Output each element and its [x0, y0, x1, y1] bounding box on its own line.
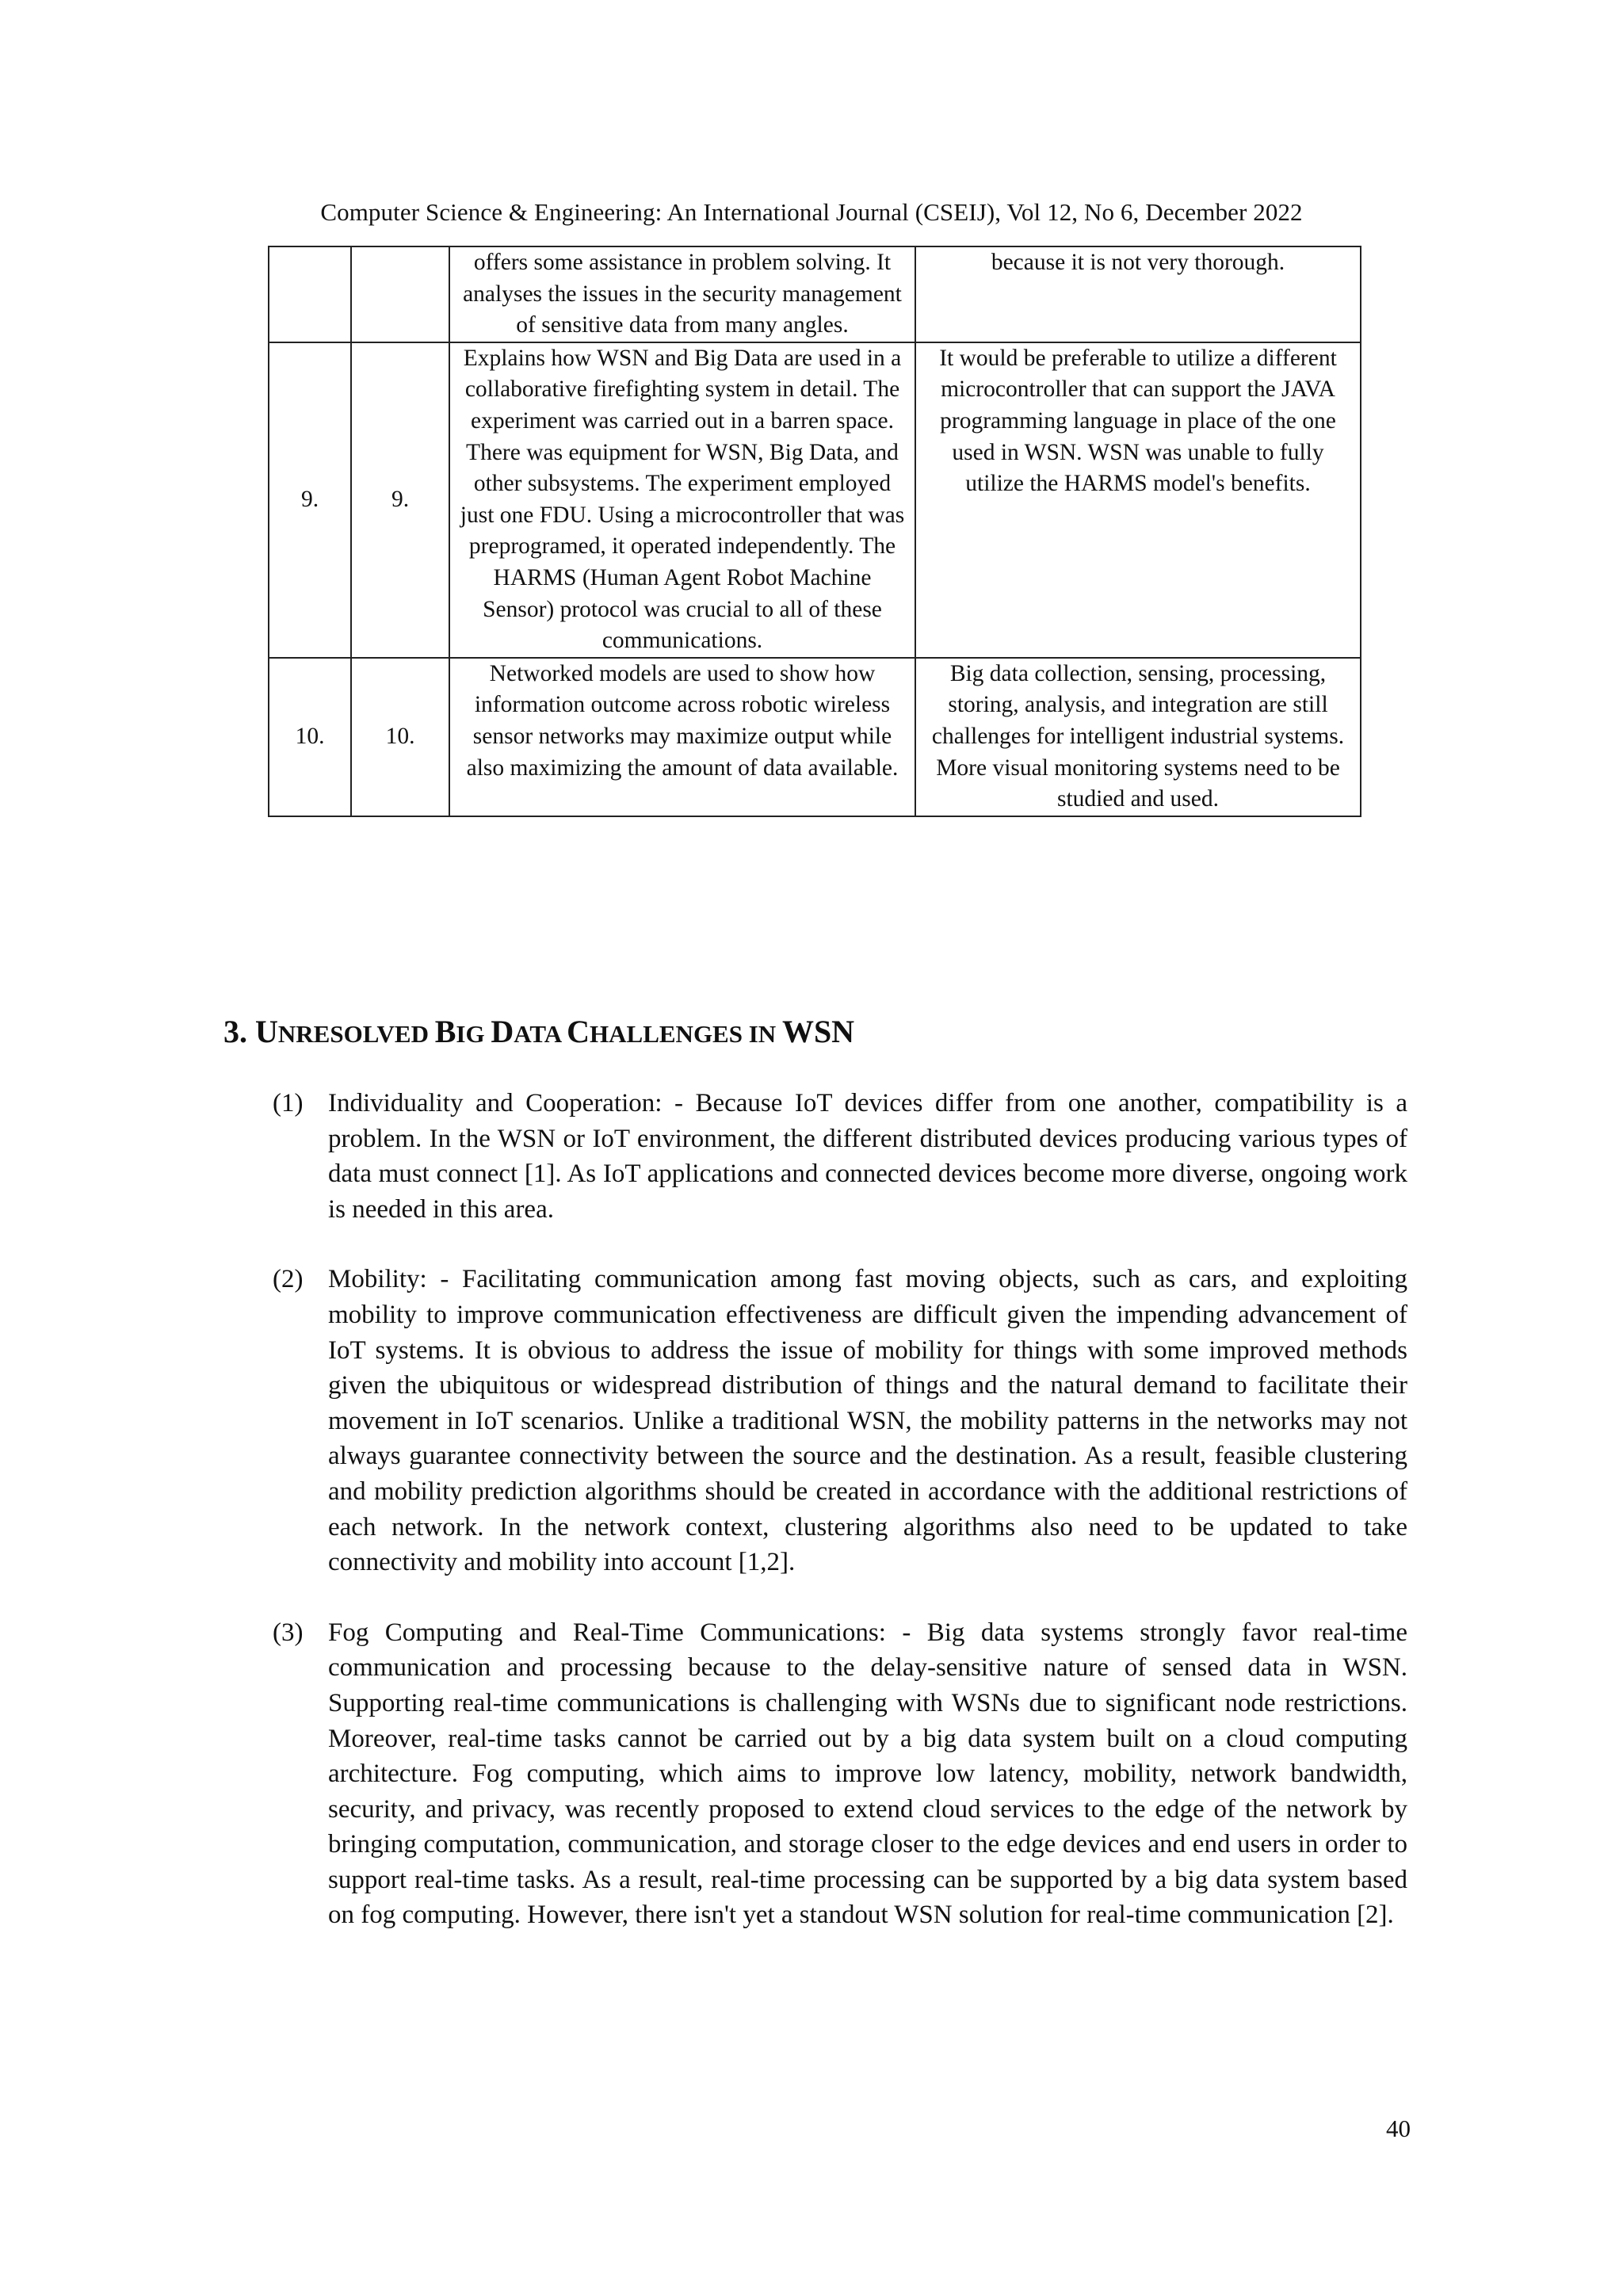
item-text: Mobility: - Facilitating communication among fast moving objects, such as cars, and exploiting mobility to improve communication effectiveness are difficult given the impending advancement of IoT systems. It is obvious to address the issue of mobility for things with some improved methods given the ubiquitous or widespread distribution of things and the natural demand to facilitate their movement in IoT scenarios. Unlike a traditional WSN, the mobility patterns in the networks may not always guarantee connectivity between the source and the destination. As a result, feasible clustering and mobility prediction algorithms should be created in accordance with the additional restrictions of each network. In the network context, clustering algorithms also need to be updated to take connectivity and mobility into account [1,2].	[328, 1265, 1407, 1577]
list-item	[273, 1262, 1407, 1580]
row-number-cell: 10.	[269, 658, 351, 816]
description-cell: Explains how WSN and Big Data are used in a collaborative firefighting system in detail. The experiment was carried out in a barren space. There was equipment for WSN, Big Data, and other subsystems. The experiment employed just one FDU. Using a microcontroller that was preprogramed, it operated independently. The HARMS (Human Agent Robot Machine Sensor) protocol was crucial to all of these communications.	[449, 342, 915, 658]
table-row	[269, 342, 1361, 658]
section-heading: 3. UNRESOLVED BIG DATA CHALLENGES IN WSN	[223, 1014, 855, 1049]
row-number-cell	[269, 246, 351, 342]
limitation-cell: It would be preferable to utilize a different microcontroller that can support the JAVA programming language in place of the one used in WSN. WSN was unable to fully utilize the HARMS model's benefits.	[915, 342, 1361, 658]
page-number: 40	[1386, 2115, 1411, 2142]
row-ref-cell: 10.	[351, 658, 449, 816]
limitation-cell: Big data collection, sensing, processing, storing, analysis, and integration are still challenges for intelligent industrial systems. More visual monitoring systems need to be studied and used.	[915, 658, 1361, 816]
table-row	[269, 658, 1361, 816]
list-item	[273, 1086, 1407, 1227]
section-number: 3.	[223, 1014, 247, 1049]
limitation-cell: because it is not very thorough.	[915, 246, 1361, 342]
item-label: (1)	[273, 1089, 304, 1117]
row-number-cell: 9.	[269, 342, 351, 658]
list-item	[273, 1615, 1407, 1933]
item-label: (3)	[273, 1618, 304, 1647]
challenges-list	[273, 1086, 1407, 1968]
table-row	[269, 246, 1361, 342]
description-cell: Networked models are used to show how information outcome across robotic wireless sensor networks may maximize output while also maximizing the amount of data available.	[449, 658, 915, 816]
item-text: Individuality and Cooperation: - Because IoT devices differ from one another, compatibility is a problem. In the WSN or IoT environment, the different distributed devices producing various types of data must connect [1]. As IoT applications and connected devices become more diverse, ongoing work is needed in this area.	[328, 1089, 1407, 1224]
row-ref-cell: 9.	[351, 342, 449, 658]
description-cell: offers some assistance in problem solving. It analyses the issues in the security management of sensitive data from many angles.	[449, 246, 915, 342]
item-text: Fog Computing and Real-Time Communications: - Big data systems strongly favor real-time communication and processing because to the delay-sensitive nature of sensed data in WSN. Supporting real-time communications is challenging with WSNs due to significant node restrictions. Moreover, real-time tasks cannot be carried out by a big data system built on a cloud computing architecture. Fog computing, which aims to improve low latency, mobility, network bandwidth, security, and privacy, was recently proposed to extend cloud services to the edge of the network by bringing computation, communication, and storage closer to the edge devices and end users in order to support real-time tasks. As a result, real-time processing can be supported by a big data system based on fog computing. However, there isn't yet a standout WSN solution for real-time communication [2].	[328, 1618, 1407, 1930]
row-ref-cell	[351, 246, 449, 342]
journal-header: Computer Science & Engineering: An International Journal (CSEIJ), Vol 12, No 6, December 2022	[320, 198, 1303, 226]
item-label: (2)	[273, 1265, 304, 1294]
review-table	[268, 246, 1361, 817]
